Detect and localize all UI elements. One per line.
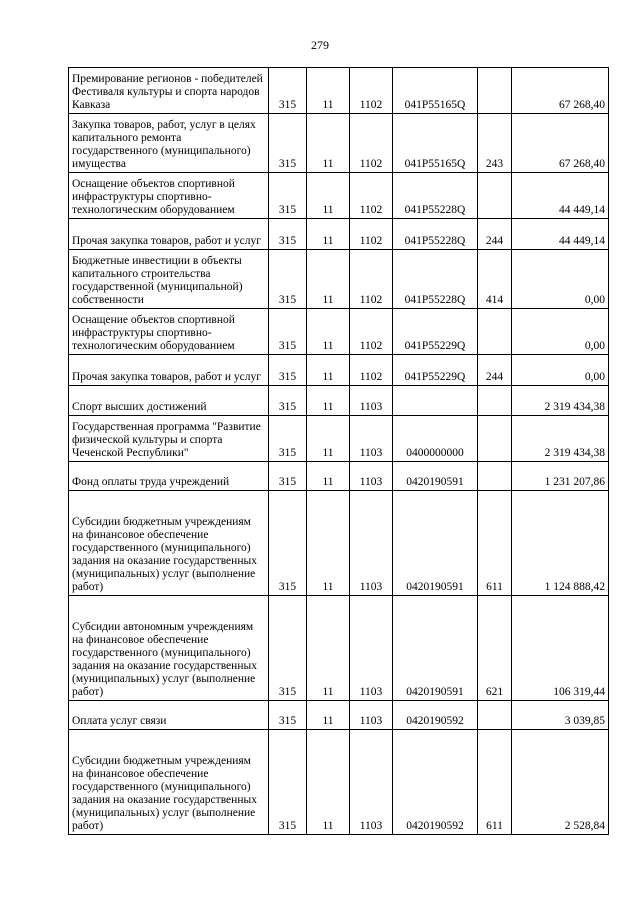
row-name: Оснащение объектов спортивной инфраструктуры спортивно-технологическим оборудованием — [69, 173, 269, 219]
row-target-article: 0420190591 — [393, 462, 478, 491]
row-grbs: 315 — [269, 386, 307, 416]
row-grbs: 315 — [269, 68, 307, 114]
row-expense-type: 244 — [478, 355, 512, 386]
table-row — [69, 386, 609, 416]
row-section: 11 — [307, 173, 350, 219]
row-expense-type — [478, 701, 512, 730]
row-grbs: 315 — [269, 416, 307, 462]
row-sum: 106 319,44 — [512, 596, 609, 701]
row-grbs: 315 — [269, 309, 307, 355]
budget-table — [68, 67, 609, 835]
row-target-article: 041P55165Q — [393, 68, 478, 114]
row-sum: 1 231 207,86 — [512, 462, 609, 491]
row-section: 11 — [307, 68, 350, 114]
row-subsection: 1102 — [350, 219, 393, 250]
row-name: Фонд оплаты труда учреждений — [69, 462, 269, 491]
row-expense-type: 611 — [478, 730, 512, 835]
table-row — [69, 68, 609, 114]
row-subsection: 1103 — [350, 462, 393, 491]
row-sum: 0,00 — [512, 355, 609, 386]
row-subsection: 1103 — [350, 491, 393, 596]
row-section: 11 — [307, 355, 350, 386]
row-section: 11 — [307, 386, 350, 416]
row-section: 11 — [307, 309, 350, 355]
row-name: Оснащение объектов спортивной инфраструктуры спортивно-технологическим оборудованием — [69, 309, 269, 355]
row-section: 11 — [307, 701, 350, 730]
table-row — [69, 596, 609, 701]
row-section: 11 — [307, 114, 350, 173]
row-sum: 67 268,40 — [512, 68, 609, 114]
row-grbs: 315 — [269, 491, 307, 596]
row-sum: 3 039,85 — [512, 701, 609, 730]
row-sum: 2 319 434,38 — [512, 416, 609, 462]
row-target-article: 0420190591 — [393, 596, 478, 701]
row-target-article: 041P55228Q — [393, 250, 478, 309]
row-target-article: 0400000000 — [393, 416, 478, 462]
row-section: 11 — [307, 596, 350, 701]
row-section: 11 — [307, 219, 350, 250]
row-subsection: 1102 — [350, 68, 393, 114]
row-target-article: 041P55228Q — [393, 173, 478, 219]
row-grbs: 315 — [269, 173, 307, 219]
row-target-article: 0420190592 — [393, 730, 478, 835]
row-expense-type — [478, 462, 512, 491]
row-name: Субсидии бюджетным учреждениям на финансовое обеспечение государственного (муниципального) задания на оказание государственных (муниципальных) услуг (выполнение работ) — [69, 730, 269, 835]
row-section: 11 — [307, 416, 350, 462]
row-target-article: 0420190592 — [393, 701, 478, 730]
row-expense-type — [478, 386, 512, 416]
row-name: Оплата услуг связи — [69, 701, 269, 730]
row-name: Государственная программа "Развитие физической культуры и спорта Чеченской Республики" — [69, 416, 269, 462]
table-row — [69, 250, 609, 309]
row-subsection: 1102 — [350, 355, 393, 386]
row-target-article: 0420190591 — [393, 491, 478, 596]
row-name: Прочая закупка товаров, работ и услуг — [69, 219, 269, 250]
row-expense-type: 243 — [478, 114, 512, 173]
row-grbs: 315 — [269, 114, 307, 173]
row-subsection: 1103 — [350, 386, 393, 416]
row-grbs: 315 — [269, 730, 307, 835]
table-row — [69, 219, 609, 250]
row-name: Бюджетные инвестиции в объекты капитального строительства государственной (муниципальной) собственности — [69, 250, 269, 309]
row-section: 11 — [307, 462, 350, 491]
row-name: Спорт высших достижений — [69, 386, 269, 416]
row-expense-type — [478, 68, 512, 114]
row-name: Субсидии автономным учреждениям на финансовое обеспечение государственного (муниципального) задания на оказание государственных (муниципальных) услуг (выполнение работ) — [69, 596, 269, 701]
row-subsection: 1103 — [350, 730, 393, 835]
row-sum: 44 449,14 — [512, 219, 609, 250]
row-section: 11 — [307, 491, 350, 596]
row-section: 11 — [307, 250, 350, 309]
table-row — [69, 491, 609, 596]
row-target-article: 041P55229Q — [393, 309, 478, 355]
row-expense-type — [478, 309, 512, 355]
row-sum: 0,00 — [512, 250, 609, 309]
row-subsection: 1102 — [350, 173, 393, 219]
row-grbs: 315 — [269, 596, 307, 701]
row-expense-type — [478, 416, 512, 462]
row-expense-type: 611 — [478, 491, 512, 596]
row-expense-type: 414 — [478, 250, 512, 309]
row-grbs: 315 — [269, 462, 307, 491]
row-target-article: 041P55228Q — [393, 219, 478, 250]
row-subsection: 1102 — [350, 114, 393, 173]
row-sum: 44 449,14 — [512, 173, 609, 219]
table-row — [69, 114, 609, 173]
row-target-article — [393, 386, 478, 416]
table-row — [69, 355, 609, 386]
row-grbs: 315 — [269, 219, 307, 250]
page-number: 279 — [311, 38, 329, 52]
table-row — [69, 173, 609, 219]
row-name: Закупка товаров, работ, услуг в целях капитального ремонта государственного (муниципального) имущества — [69, 114, 269, 173]
row-grbs: 315 — [269, 701, 307, 730]
row-name: Субсидии бюджетным учреждениям на финансовое обеспечение государственного (муниципального) задания на оказание государственных (муниципальных) услуг (выполнение работ) — [69, 491, 269, 596]
table-row — [69, 416, 609, 462]
row-target-article: 041P55165Q — [393, 114, 478, 173]
row-sum: 1 124 888,42 — [512, 491, 609, 596]
row-grbs: 315 — [269, 250, 307, 309]
table-row — [69, 701, 609, 730]
row-section: 11 — [307, 730, 350, 835]
row-grbs: 315 — [269, 355, 307, 386]
row-sum: 67 268,40 — [512, 114, 609, 173]
row-name: Прочая закупка товаров, работ и услуг — [69, 355, 269, 386]
row-expense-type — [478, 173, 512, 219]
row-subsection: 1102 — [350, 250, 393, 309]
row-sum: 2 319 434,38 — [512, 386, 609, 416]
row-sum: 2 528,84 — [512, 730, 609, 835]
row-subsection: 1103 — [350, 596, 393, 701]
row-subsection: 1103 — [350, 416, 393, 462]
row-expense-type: 621 — [478, 596, 512, 701]
table-row — [69, 730, 609, 835]
row-name: Премирование регионов - победителей Фестиваля культуры и спорта народов Кавказа — [69, 68, 269, 114]
row-target-article: 041P55229Q — [393, 355, 478, 386]
row-subsection: 1103 — [350, 701, 393, 730]
table-row — [69, 309, 609, 355]
row-sum: 0,00 — [512, 309, 609, 355]
row-expense-type: 244 — [478, 219, 512, 250]
table-row — [69, 462, 609, 491]
row-subsection: 1102 — [350, 309, 393, 355]
